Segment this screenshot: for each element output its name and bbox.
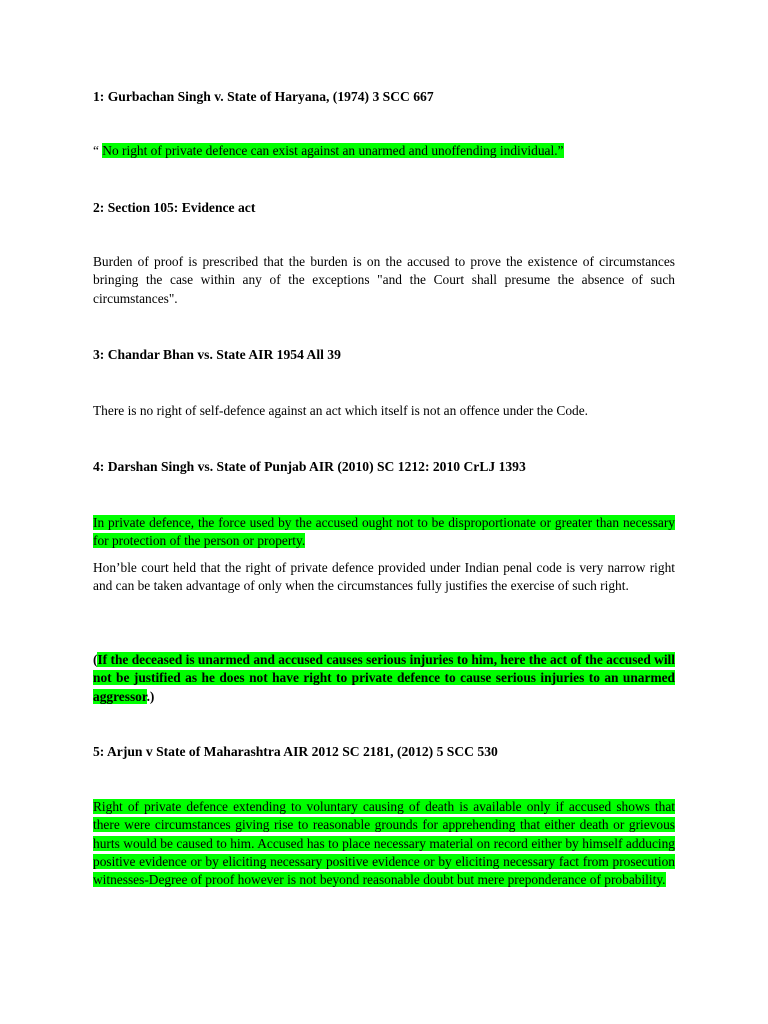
section-4-bold-note — [93, 651, 675, 706]
quote-open-mark: “ — [93, 143, 103, 158]
bold-highlight-text: If the deceased is unarmed and accused causes serious injuries to him, here the act of the accused will not be justified as he does not have right to private defence to cause serious injuries to an unarmed aggressor — [93, 652, 675, 704]
section-4-highlight-paragraph — [93, 514, 675, 551]
highlight-text: Right of private defence extending to voluntary causing of death is available only if accused shows that there were circumstances giving rise to reasonable grounds for apprehending that either death or grievous hurts would be caused to him. Accused has to place necessary material on record either by himself adducing positive evidence or by eliciting necessary positive evidence or by eliciting necessary fact from prosecution witnesses-Degree of proof however is not beyond reasonable doubt but mere preponderance of probability. — [93, 799, 675, 888]
section-4-heading: 4: Darshan Singh vs. State of Punjab AIR (2010) SC 1212: 2010 CrLJ 1393 — [93, 459, 526, 474]
section-3-paragraph: There is no right of self-defence against an act which itself is not an offence under the Code. — [93, 403, 589, 418]
section-2-heading: 2: Section 105: Evidence act — [93, 200, 256, 215]
section-4-paragraph: Hon’ble court held that the right of private defence provided under Indian penal code is very narrow right and can be taken advantage of only when the circumstances fully justifies the exercise of such right. — [93, 560, 675, 594]
highlight-text: In private defence, the force used by the accused ought not to be disproportionate or greater than necessary for protection of the person or property. — [93, 515, 675, 549]
quote-text-highlight: No right of private defence can exist against an unarmed and unoffending individual.” — [102, 143, 564, 158]
section-3-heading: 3: Chandar Bhan vs. State AIR 1954 All 39 — [93, 347, 341, 362]
bold-close-paren: .) — [146, 688, 155, 704]
section-1-heading: 1: Gurbachan Singh v. State of Haryana, (1974) 3 SCC 667 — [93, 89, 434, 104]
section-5-heading: 5: Arjun v State of Maharashtra AIR 2012 SC 2181, (2012) 5 SCC 530 — [93, 744, 498, 759]
bold-open-paren: ( — [93, 652, 98, 667]
section-1-quote — [93, 142, 675, 160]
section-2-paragraph: Burden of proof is prescribed that the burden is on the accused to prove the existence of circumstances bringing the case within any of the exceptions "and the Court shall presume the absence of such circumstances". — [93, 254, 675, 306]
section-5-highlight-paragraph — [93, 798, 675, 889]
